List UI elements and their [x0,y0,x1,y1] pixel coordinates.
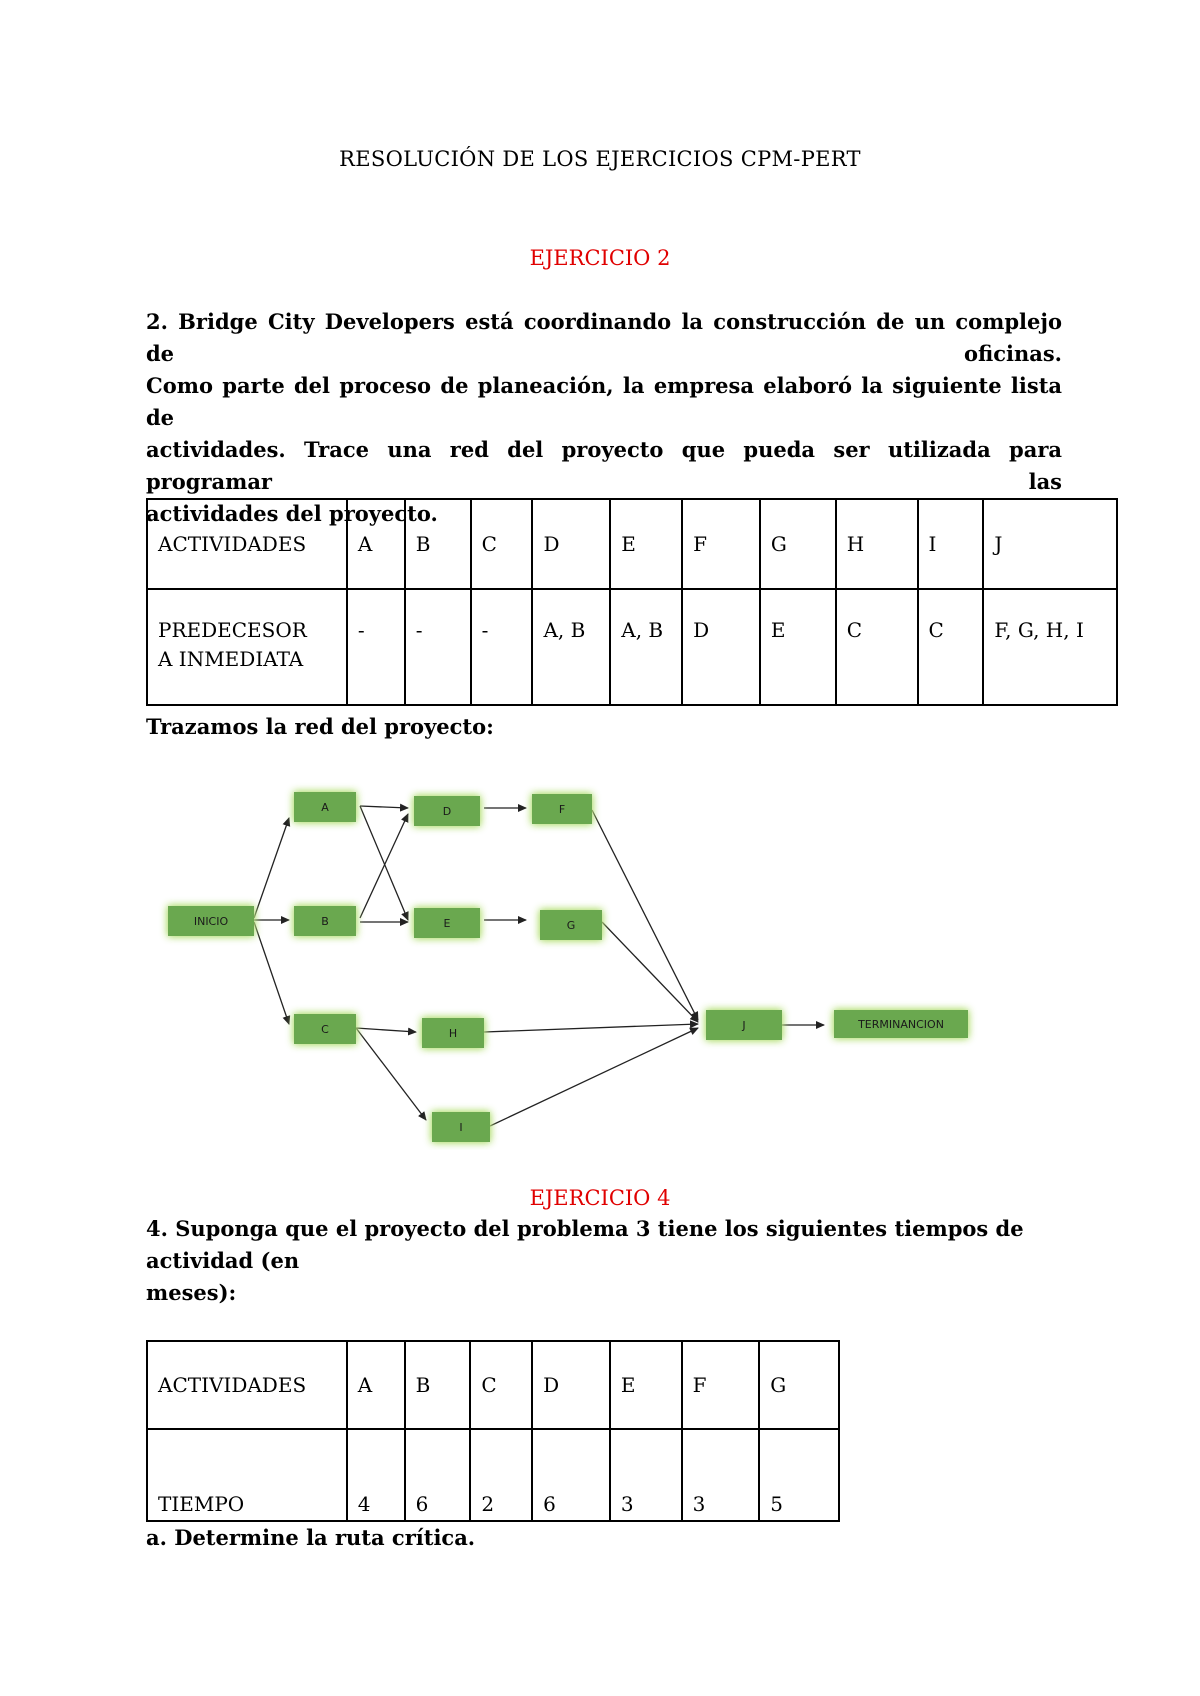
time-activity-cell: F [682,1341,760,1429]
exercise-4-line-1: 4. Suponga que el proyecto del problema 3 tiene los siguientes tiempos de actividad (en [146,1216,1024,1273]
predecessor-cell: - [405,589,471,705]
statement-line-3: actividades. Trace una red del proyecto que pueda ser utilizada para programar las [146,437,1062,494]
activities-label: ACTIVIDADES [147,499,347,589]
activity-cell: F [682,499,760,589]
time-value-cell: 6 [532,1429,610,1521]
project-network-diagram [146,770,1006,1150]
predecessor-cell: A, B [610,589,682,705]
node-label-c: C [321,1023,329,1036]
edge-inicio-a [254,818,289,918]
predecessor-cell: - [471,589,533,705]
predecessor-label-line-2: A INMEDIATA [158,647,304,671]
time-activity-cell: A [347,1341,405,1429]
predecessor-table [146,498,1118,706]
statement-line-4: actividades del proyecto. [146,501,438,526]
exercise-2-heading: EJERCICIO 2 [529,246,671,270]
predecessor-cell: C [836,589,918,705]
predecessor-label-line-1: PREDECESOR [158,618,307,642]
time-value-cell: 3 [682,1429,760,1521]
predecessor-cell: E [760,589,836,705]
activity-cell: J [983,499,1117,589]
time-table [146,1340,840,1522]
time-activity-cell: G [759,1341,839,1429]
exercise-4-statement [146,1213,1062,1309]
activity-cell: D [532,499,610,589]
network-edges [254,806,824,1126]
edge-c-h [356,1028,416,1032]
time-value-cell: 3 [610,1429,682,1521]
predecessors-row [147,589,1117,705]
edge-c-i [356,1028,426,1120]
node-label-a: A [321,801,329,814]
node-label-g: G [566,919,576,932]
activity-cell: G [760,499,836,589]
node-label-terminacion: TERMINANCION [858,1018,944,1031]
predecessor-cell: D [682,589,760,705]
time-activities-label: ACTIVIDADES [147,1341,347,1429]
activity-cell: E [610,499,682,589]
time-value-cell: 5 [759,1429,839,1521]
activity-cell: H [836,499,918,589]
activity-cell: A [347,499,405,589]
document-title: RESOLUCIÓN DE LOS EJERCICIOS CPM-PERT [339,147,861,171]
activity-cell: I [918,499,984,589]
node-label-h: H [448,1027,458,1040]
time-activity-cell: D [532,1341,610,1429]
time-activities-row [147,1341,839,1429]
predecessor-cell: A, B [532,589,610,705]
edge-a-d [360,806,408,808]
edge-i-j [490,1028,698,1126]
predecessor-cell: - [347,589,405,705]
node-label-inicio: INICIO [193,915,229,928]
time-label: TIEMPO [147,1429,347,1521]
time-value-cell: 4 [347,1429,405,1521]
statement-line-2: Como parte del proceso de planeación, la empresa elaboró la siguiente lista de [146,373,1062,430]
time-activity-cell: E [610,1341,682,1429]
time-value-cell: 6 [405,1429,471,1521]
node-label-i: I [459,1121,463,1134]
network-node-labels [194,801,944,1134]
time-activity-cell: C [470,1341,532,1429]
activities-row [147,499,1117,589]
question-a: a. Determine la ruta crítica. [146,1525,476,1550]
node-label-b: B [321,915,329,928]
time-values-row [147,1429,839,1521]
edge-g-j [602,922,698,1022]
predecessor-label [147,589,347,705]
exercise-2-statement [146,306,1062,530]
node-label-e: E [443,917,451,930]
node-label-j: J [742,1019,746,1032]
time-activity-cell: B [405,1341,471,1429]
edge-inicio-c [254,922,289,1024]
exercise-4-heading: EJERCICIO 4 [529,1186,671,1210]
activity-cell: C [471,499,533,589]
statement-line-1: 2. Bridge City Developers está coordinando la construcción de un complejo de oficinas. [146,309,1062,366]
predecessor-cell: C [918,589,984,705]
network-caption: Trazamos la red del proyecto: [146,714,494,739]
edge-f-j [592,810,698,1020]
node-label-f: F [558,803,566,816]
predecessor-cell: F, G, H, I [983,589,1117,705]
node-label-d: D [442,805,452,818]
time-value-cell: 2 [470,1429,532,1521]
exercise-4-line-2: meses): [146,1280,237,1305]
activity-cell: B [405,499,471,589]
edge-h-j [484,1024,698,1032]
